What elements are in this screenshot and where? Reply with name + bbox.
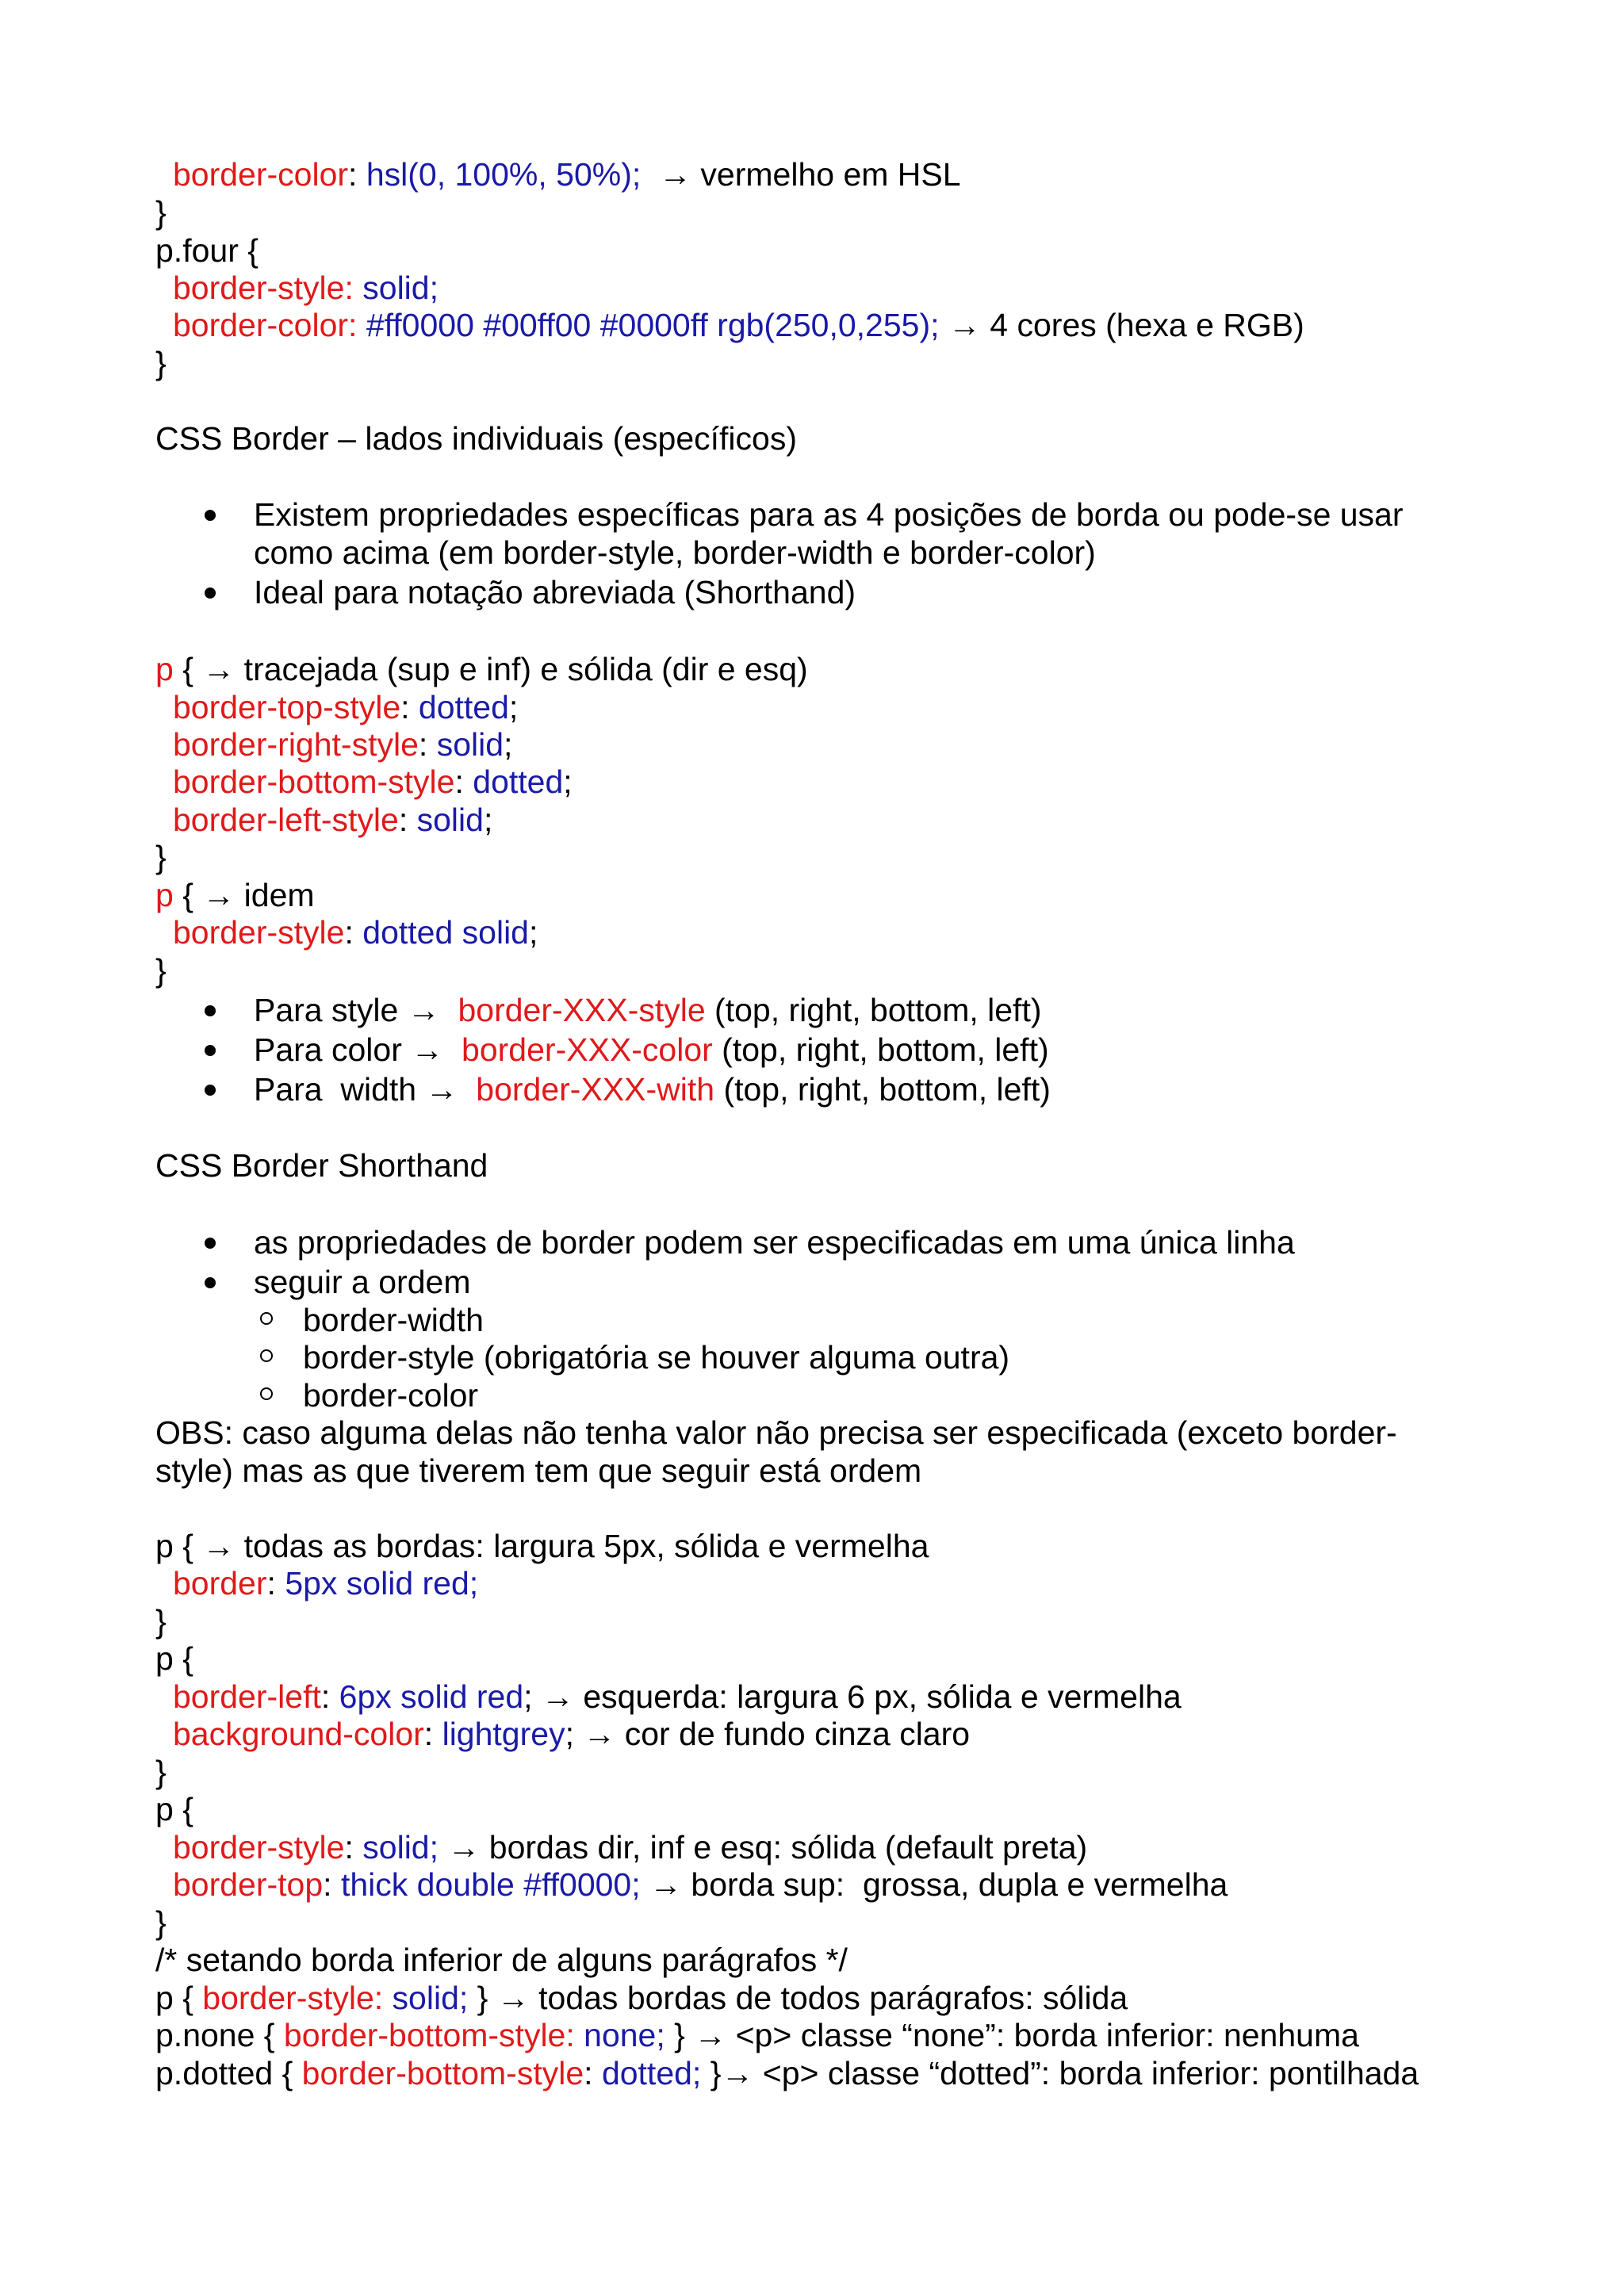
list-item: Existem propriedades específicas para as 4 posições de borda ou pode-se usar [254,496,1404,533]
terminator: ; [504,726,513,763]
note-line: style) mas as que tiverem tem que seguir está ordem [155,1452,922,1489]
code-line: } [155,1603,167,1640]
terminator: ; [563,763,573,800]
css-property: border-XXX-with [476,1071,715,1108]
separator: : [348,156,366,193]
list-item-prefix: Para color → [254,1031,462,1068]
separator: : [400,689,419,725]
sub-bullet-icon [260,1312,273,1325]
comment: }→ <p> classe “dotted”: borda inferior: pontilhada [701,2055,1419,2091]
bullet-icon [205,587,216,599]
separator: : [454,763,473,800]
comment: → bordas dir, inf e esq: sólida (default preta) [439,1829,1088,1866]
code-line [173,1564,478,1602]
separator: : [320,1678,339,1715]
code-line: p { [155,1791,193,1827]
code-line [173,688,518,726]
bullet-icon [205,1045,216,1056]
list-item-suffix: (top, right, bottom, left) [705,992,1042,1028]
list-item: seguir a ordem [254,1264,471,1300]
css-property: border-color: [173,307,366,343]
css-value: 6px solid red [339,1678,524,1715]
code-line [173,306,1304,344]
terminator: ; [508,689,519,725]
section-heading: CSS Border Shorthand [155,1147,488,1184]
code-line [173,1828,1087,1866]
separator: : [418,726,437,763]
css-value: lightgrey [442,1716,565,1752]
css-property: border-color [173,156,349,193]
css-property: border-top-style [173,689,401,725]
css-property: border [173,1565,267,1601]
code-line [155,650,808,688]
css-selector: p { [155,1980,203,2016]
code-line [173,155,961,193]
code-line: } [155,952,167,989]
code-line: } [155,1754,167,1790]
css-property: background-color [173,1716,424,1752]
separator: : [398,802,417,838]
css-value: solid; [362,270,439,306]
code-line [155,2054,1419,2092]
list-item-continuation: como acima (em border-style, border-width e border-color) [254,534,1096,571]
css-value: solid; [392,1980,469,2016]
code-comment: /* setando borda inferior de alguns parágrafos */ [155,1942,848,1978]
css-property: border-bottom-style [173,763,455,800]
css-selector: p [155,651,174,687]
code-line [155,876,315,914]
separator: : [323,1866,341,1903]
code-line [173,763,573,801]
bullet-icon [205,1005,216,1016]
comment: } → <p> classe “none”: borda inferior: nenhuma [665,2017,1359,2053]
code-line: } [155,1904,167,1941]
css-selector: p.none { [155,2017,284,2053]
sub-list-item: border-style (obrigatória se houver alguma outra) [303,1339,1010,1376]
css-value: dotted [418,689,509,725]
note-line: OBS: caso alguma delas não tenha valor não precisa ser especificada (exceto border- [155,1414,1397,1451]
css-property: border-XXX-style [458,992,706,1028]
comment: → 4 cores (hexa e RGB) [939,307,1304,343]
css-property: border-right-style [173,726,419,763]
css-property: border-left-style [173,802,399,838]
bullet-icon [205,1085,216,1096]
list-item-suffix: (top, right, bottom, left) [714,1071,1051,1108]
comment: → vermelho em HSL [641,156,961,193]
css-selector: p.dotted { [155,2055,302,2091]
css-value: hsl(0, 100%, 50%); [366,156,642,193]
comment: { → tracejada (sup e inf) e sólida (dir e esq) [173,651,808,687]
list-item-suffix: (top, right, bottom, left) [712,1031,1049,1068]
list-item: Ideal para notação abreviada (Shorthand) [254,574,856,610]
css-value: dotted solid [362,914,529,951]
css-property: border-bottom-style: [283,2017,584,2053]
separator: : [584,2055,602,2091]
comment: ; → esquerda: largura 6 px, sólida e vermelha [523,1678,1182,1715]
code-line [173,1678,1182,1716]
code-line [155,2016,1359,2054]
section-heading: CSS Border – lados individuais (específicos) [155,420,797,457]
comment: → borda sup: grossa, dupla e vermelha [640,1866,1228,1903]
css-property: border-style [173,1829,345,1866]
code-line [173,913,538,951]
list-item: as propriedades de border podem ser especificadas em uma única linha [254,1224,1295,1261]
code-line [173,725,512,763]
css-property: border-top [173,1866,324,1903]
code-line [173,1866,1228,1904]
separator: : [344,914,363,951]
css-value: solid [416,802,484,838]
css-property: border-XXX-color [462,1031,713,1068]
comment: } → todas bordas de todos parágrafos: sólida [468,1980,1128,2016]
list-item [254,991,1042,1029]
sub-list-item: border-width [303,1302,484,1338]
list-item-prefix: Para style → [254,992,458,1028]
separator: : [423,1716,442,1752]
comment: { → idem [173,877,315,913]
sub-bullet-icon [260,1387,273,1400]
code-line: p { [155,1640,193,1677]
list-item-prefix: Para width → [254,1071,477,1108]
css-value: solid [436,726,504,763]
bullet-icon [205,1238,216,1249]
code-line [173,801,492,839]
css-property: border-style [173,914,345,951]
bullet-icon [205,510,216,521]
code-line: } [155,345,167,381]
css-property: border-style: [173,270,363,306]
css-value: dotted; [601,2055,702,2091]
css-value: thick double #ff0000; [340,1866,641,1903]
css-selector: p [155,877,174,913]
code-line [173,269,439,307]
separator: : [266,1565,285,1601]
sub-list-item: border-color [303,1377,479,1414]
terminator: ; [483,802,493,838]
code-line [173,1715,970,1753]
code-line: } [155,839,167,875]
list-item [254,1031,1049,1069]
css-value: #ff0000 #00ff00 #0000ff rgb(250,0,255); [366,307,940,343]
code-line [155,1979,1128,2017]
sub-bullet-icon [260,1349,273,1362]
css-value: solid; [362,1829,439,1866]
css-value: none; [584,2017,665,2053]
code-line: p.four { [155,232,259,269]
css-property: border-style: [202,1980,393,2016]
bullet-icon [205,1277,216,1288]
comment: ; → cor de fundo cinza claro [565,1716,971,1752]
css-property: border-bottom-style [301,2055,584,2091]
separator: : [344,1829,363,1866]
css-value: dotted [473,763,564,800]
css-value: 5px solid red; [285,1565,479,1601]
code-line: } [155,194,167,231]
terminator: ; [529,914,538,951]
list-item [254,1070,1051,1108]
code-line: p { → todas as bordas: largura 5px, sólida e vermelha [155,1528,929,1564]
css-property: border-left [173,1678,321,1715]
